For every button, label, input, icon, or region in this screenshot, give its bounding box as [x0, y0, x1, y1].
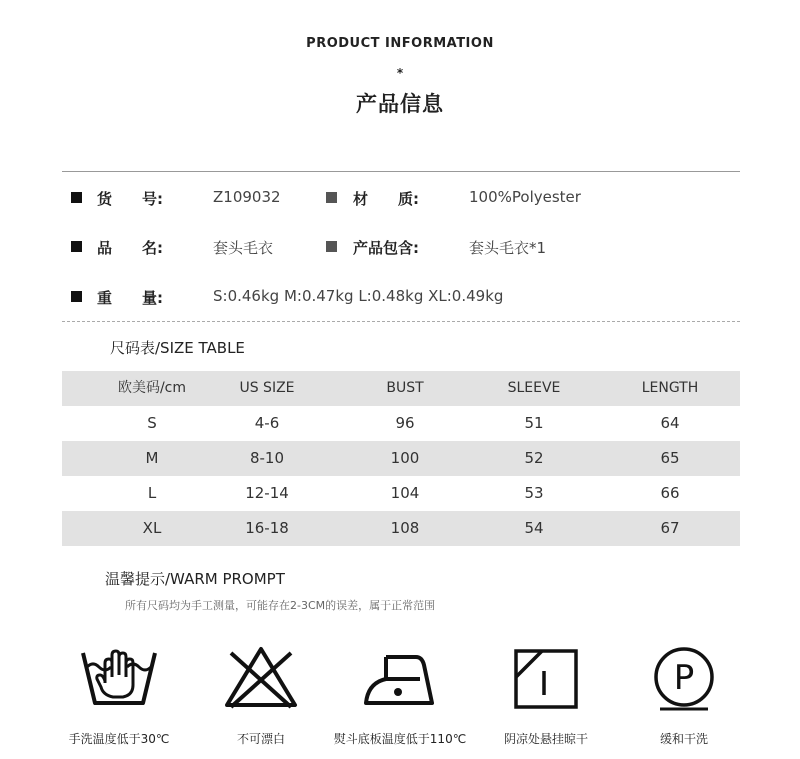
no-bleach-icon [181, 643, 341, 711]
dotted-divider [62, 321, 740, 322]
top-divider [62, 171, 740, 172]
table-cell: 108 [390, 519, 420, 537]
name-value: 套头毛衣 [213, 239, 274, 257]
table-cell: 51 [524, 414, 544, 432]
bullet-icon [71, 241, 82, 252]
bullet-icon [71, 291, 82, 302]
table-cell: 8-10 [249, 449, 285, 467]
size-table-title: 尺码表/SIZE TABLE [110, 339, 245, 357]
bullet-icon [326, 241, 337, 252]
size-table [62, 371, 740, 546]
header-title-en: PRODUCT INFORMATION [306, 36, 494, 51]
table-cell: 53 [524, 484, 544, 502]
table-cell: XL [142, 519, 162, 537]
material-value: 100%Polyester [469, 188, 581, 206]
table-cell: L [147, 484, 157, 502]
table-cell: 100 [390, 449, 420, 467]
care-label: 阴凉处悬挂晾干 [503, 732, 588, 746]
info-row-name-package [0, 235, 800, 259]
bullet-icon [71, 192, 82, 203]
table-cell: M [145, 449, 159, 467]
hand-wash-icon [39, 643, 199, 711]
header-cell: BUST [386, 380, 424, 396]
table-cell: 16-18 [245, 519, 289, 537]
item-no-value: Z109032 [213, 188, 281, 206]
package-value: 套头毛衣*1 [469, 239, 547, 257]
table-cell: 96 [395, 414, 415, 432]
header-cell: LENGTH [641, 380, 699, 396]
bullet-icon [326, 192, 337, 203]
header-cell: 欧美码/cm [117, 380, 187, 396]
table-cell: 67 [660, 519, 680, 537]
table-row [62, 406, 740, 441]
care-label: 手洗温度低于30℃ [68, 732, 170, 746]
dry-clean-p-icon [604, 643, 764, 711]
info-row-item-material [0, 186, 800, 210]
name-label: 品 名: [97, 239, 163, 257]
table-cell: 12-14 [245, 484, 289, 502]
iron-icon [320, 643, 480, 711]
care-label: 熨斗底板温度低于110℃ [333, 732, 467, 746]
care-label: 不可漂白 [236, 732, 285, 746]
warm-prompt-title: 温馨提示/WARM PROMPT [105, 570, 285, 588]
table-cell: 104 [390, 484, 420, 502]
table-cell: 64 [660, 414, 680, 432]
table-row [62, 511, 740, 546]
table-cell: 54 [524, 519, 544, 537]
header-cell: SLEEVE [507, 380, 561, 396]
table-cell: 65 [660, 449, 680, 467]
weight-label: 重 量: [97, 289, 163, 307]
table-cell: 52 [524, 449, 544, 467]
table-cell: 4-6 [254, 414, 280, 432]
package-label: 产品包含: [353, 239, 419, 257]
table-cell: 66 [660, 484, 680, 502]
table-cell: S [147, 414, 157, 432]
material-label: 材 质: [353, 190, 419, 208]
header-cell: US SIZE [239, 380, 295, 396]
table-row [62, 476, 740, 511]
item-no-label: 货 号: [97, 190, 163, 208]
warm-prompt-note: 所有尺码均为手工测量，可能存在2-3CM的误差，属于正常范围 [125, 599, 436, 612]
line-dry-shade-icon [466, 643, 626, 711]
dry-clean-symbol: P [673, 658, 695, 698]
table-row [62, 441, 740, 476]
care-label: 缓和干洗 [659, 732, 708, 746]
header-title-cn: 产品信息 [356, 92, 444, 116]
size-table-header-row [62, 371, 740, 406]
info-row-weight [0, 285, 800, 309]
header-star: * [396, 66, 404, 80]
weight-value: S:0.46kg M:0.47kg L:0.48kg XL:0.49kg [213, 287, 504, 305]
